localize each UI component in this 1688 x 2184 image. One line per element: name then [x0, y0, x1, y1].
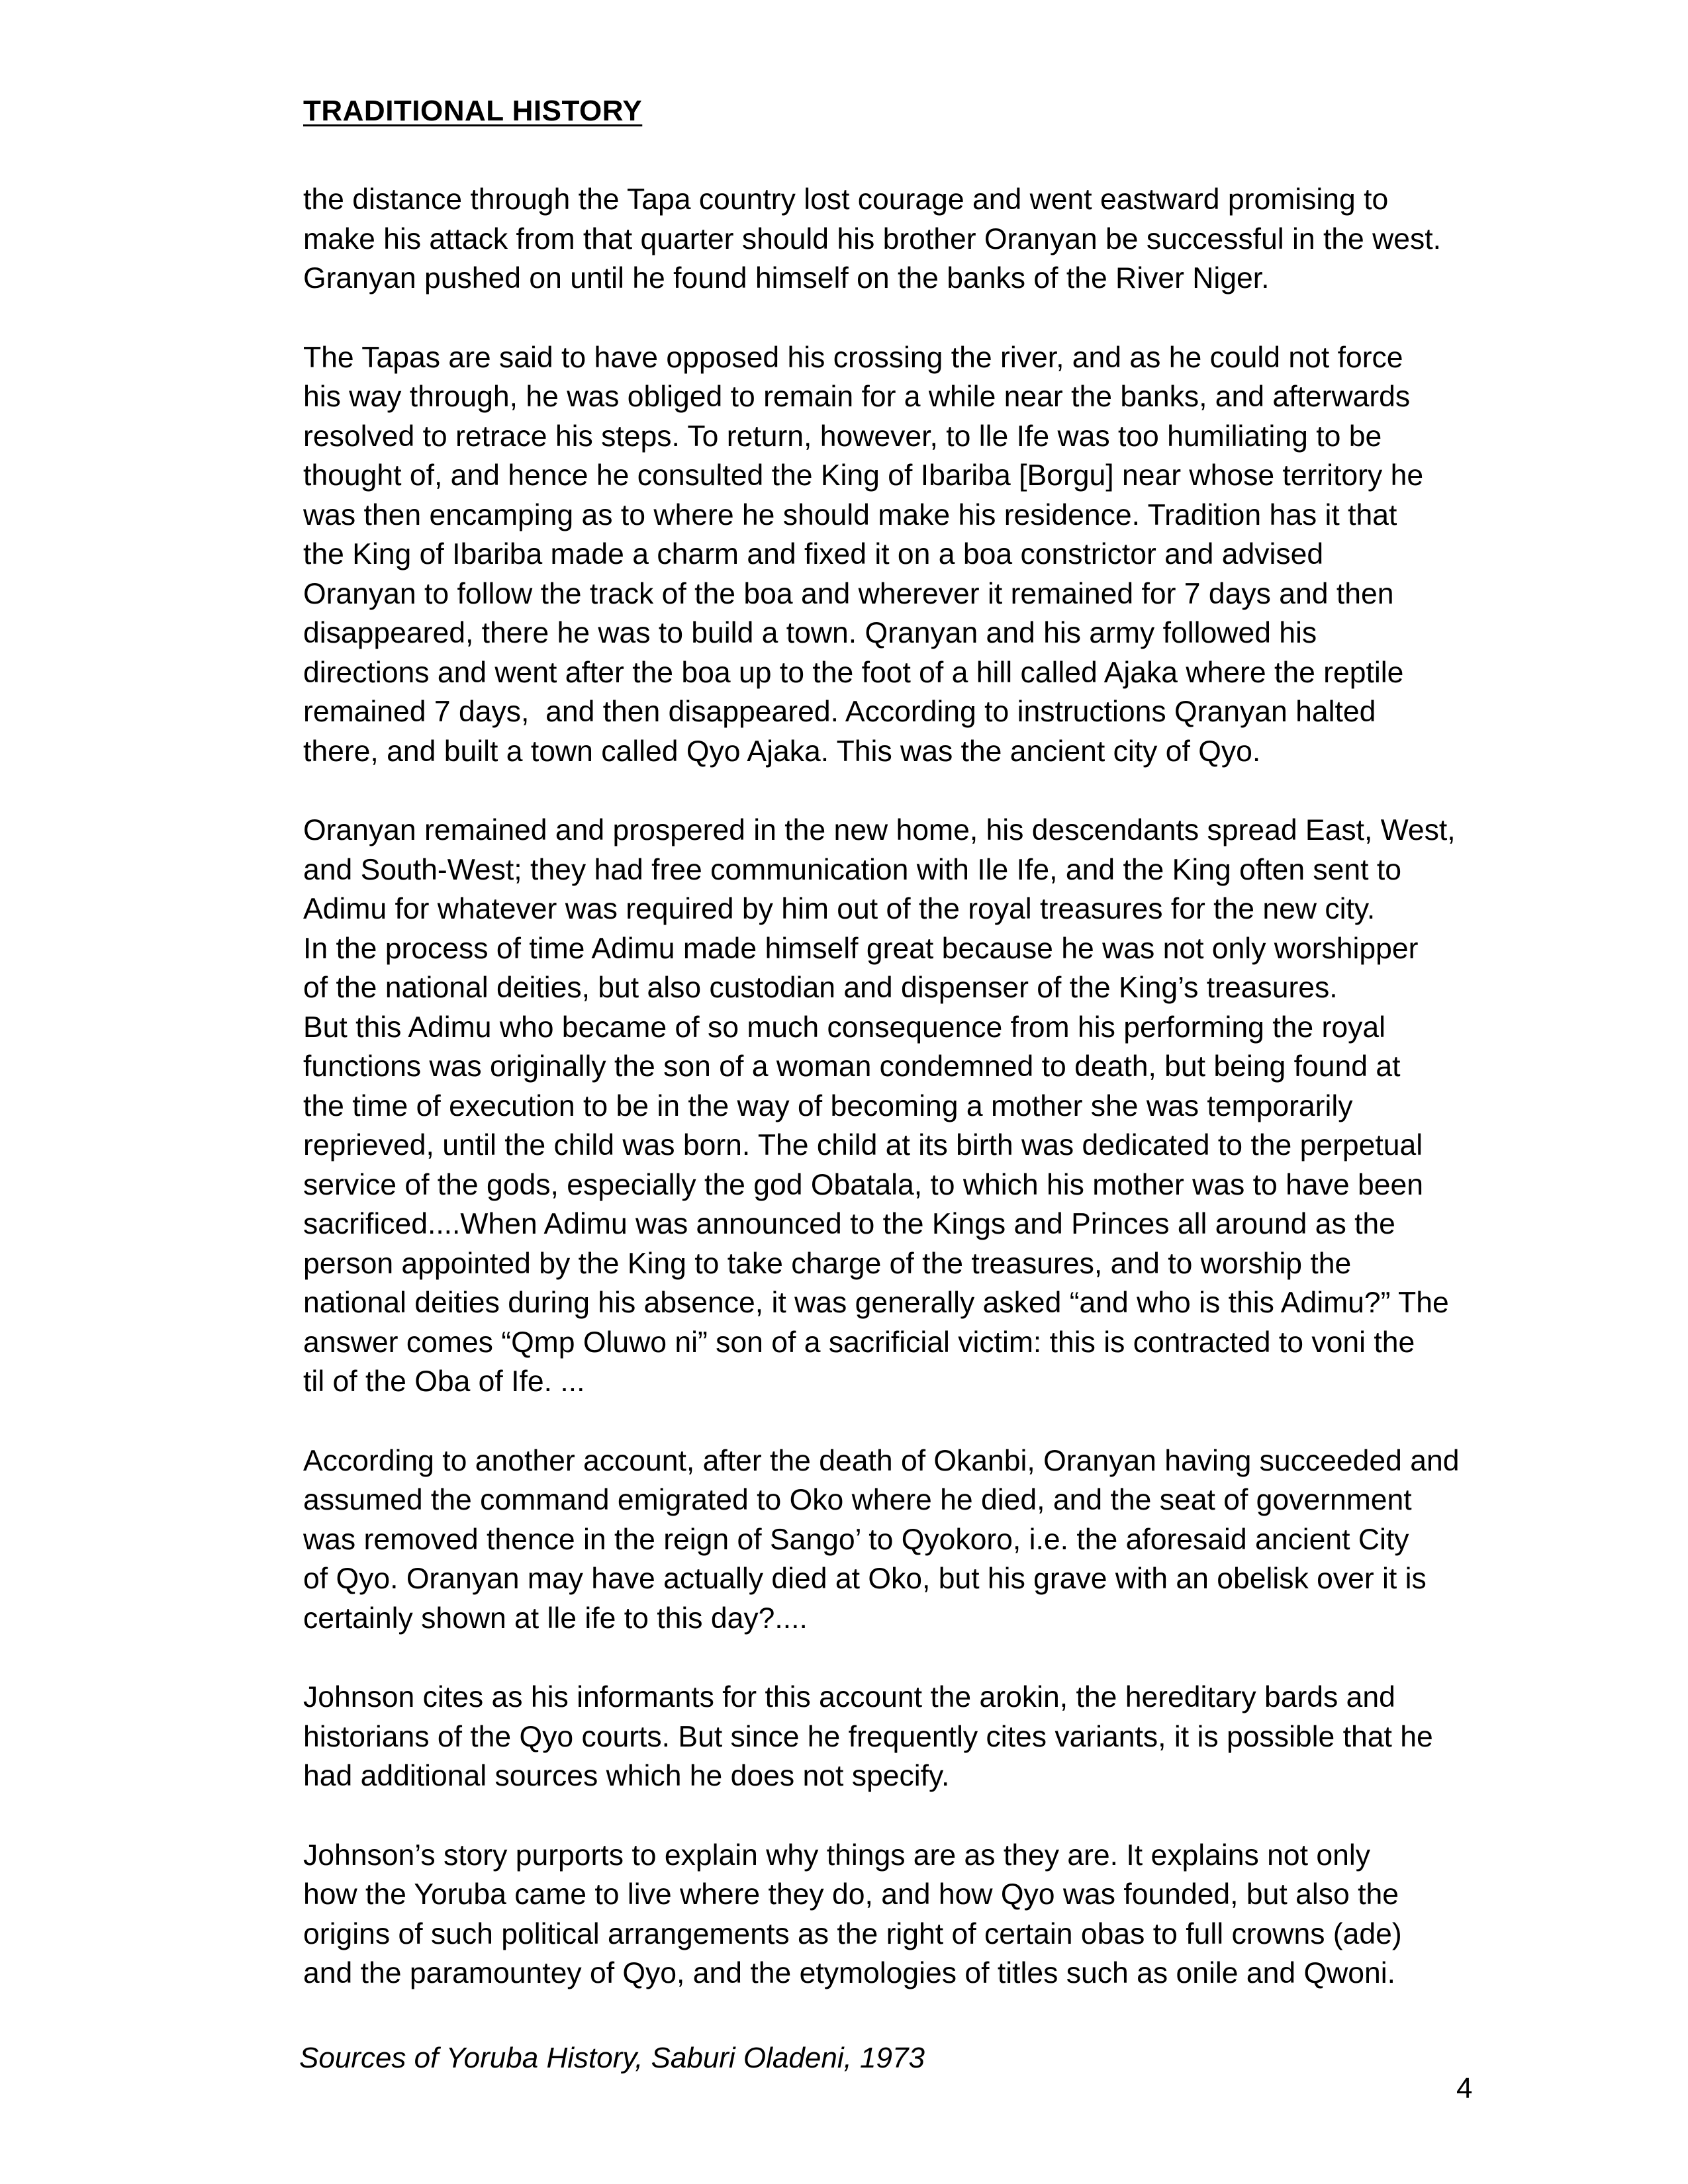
text-line: the distance through the Tapa country lost courage and went eastward promising to — [303, 183, 1389, 216]
text-line: national deities during his absence, it was generally asked “and who is this Adimu?” The — [303, 1287, 1449, 1319]
text-line: Johnson’s story purports to explain why things are as they are. It explains not only — [303, 1839, 1370, 1872]
paragraph-6 — [303, 1836, 1475, 1993]
paragraph-5 — [303, 1678, 1475, 1796]
text-line: sacrificed....When Adimu was announced to the Kings and Princes all around as the — [303, 1208, 1395, 1240]
text-line: was then encamping as to where he should make his residence. Tradition has it that — [303, 498, 1397, 531]
text-line: how the Yoruba came to live where they do, and how Qyo was founded, but also the — [303, 1878, 1399, 1911]
text-line: Granyan pushed on until he found himself on the banks of the River Niger. — [303, 262, 1270, 295]
text-line: Oranyan remained and prospered in the new home, his descendants spread East, West, — [303, 814, 1456, 846]
paragraph-1 — [303, 180, 1475, 298]
source-citation: Sources of Yoruba History, Saburi Oladeni, 1973 — [299, 2042, 925, 2074]
text-line: answer comes “Qmp Oluwo ni” son of a sacrificial victim: this is contracted to voni the — [303, 1326, 1415, 1359]
text-line: there, and built a town called Qyo Ajaka. This was the ancient city of Qyo. — [303, 735, 1261, 768]
paragraph-3 — [303, 811, 1475, 1402]
text-line: of the national deities, but also custodian and dispenser of the King’s treasures. — [303, 972, 1338, 1004]
text-line: was removed thence in the reign of Sango’ to Qyokoro, i.e. the aforesaid ancient City — [303, 1523, 1409, 1556]
text-line: his way through, he was obliged to remain for a while near the banks, and afterwards — [303, 381, 1411, 413]
text-line: functions was originally the son of a woman condemned to death, but being found at — [303, 1050, 1401, 1083]
text-line: of Qyo. Oranyan may have actually died at Oko, but his grave with an obelisk over it is — [303, 1563, 1427, 1595]
text-line: assumed the command emigrated to Oko where he died, and the seat of government — [303, 1484, 1412, 1516]
text-line: origins of such political arrangements as the right of certain obas to full crowns (ade) — [303, 1917, 1402, 1950]
text-line: certainly shown at lle ife to this day?.... — [303, 1602, 808, 1635]
text-line: person appointed by the King to take charge of the treasures, and to worship the — [303, 1247, 1352, 1280]
text-line: disappeared, there he was to build a town. Qranyan and his army followed his — [303, 617, 1317, 649]
text-line: service of the gods, especially the god Obatala, to which his mother was to have been — [303, 1168, 1423, 1201]
text-line: make his attack from that quarter should his brother Oranyan be successful in the west. — [303, 222, 1442, 255]
page-number: 4 — [1456, 2072, 1473, 2105]
text-line: remained 7 days, and then disappeared. According to instructions Qranyan halted — [303, 696, 1376, 728]
text-line: According to another account, after the death of Okanbi, Oranyan having succeeded and — [303, 1444, 1460, 1477]
text-line: directions and went after the boa up to the foot of a hill called Ajaka where the reptile — [303, 656, 1404, 689]
text-line: and the paramountey of Qyo, and the etymologies of titles such as onile and Qwoni. — [303, 1957, 1395, 1989]
paragraph-4 — [303, 1441, 1475, 1639]
text-line: the time of execution to be in the way of becoming a mother she was temporarily — [303, 1089, 1353, 1122]
text-line: In the process of time Adimu made himself great because he was not only worshipper — [303, 932, 1419, 965]
text-line: had additional sources which he does not specify. — [303, 1760, 950, 1792]
text-line: Johnson cites as his informants for this account the arokin, the hereditary bards and — [303, 1681, 1395, 1713]
text-line: reprieved, until the child was born. The child at its birth was dedicated to the perpetual — [303, 1129, 1423, 1161]
text-line: and South-West; they had free communication with Ile Ife, and the King often sent to — [303, 853, 1402, 886]
text-line: thought of, and hence he consulted the King of Ibariba [Borgu] near whose territory he — [303, 459, 1424, 492]
text-line: historians of the Qyo courts. But since he frequently cites variants, it is possible that he — [303, 1720, 1433, 1753]
text-line: resolved to retrace his steps. To return, however, to lle Ife was too humiliating to be — [303, 420, 1382, 453]
paragraph-2 — [303, 338, 1475, 772]
text-line: til of the Oba of Ife. ... — [303, 1365, 585, 1398]
text-line: The Tapas are said to have opposed his crossing the river, and as he could not force — [303, 341, 1403, 374]
text-line: Adimu for whatever was required by him out of the royal treasures for the new city. — [303, 893, 1376, 925]
text-line: But this Adimu who became of so much consequence from his performing the royal — [303, 1011, 1385, 1044]
page-heading: TRADITIONAL HISTORY — [303, 95, 643, 127]
text-line: Oranyan to follow the track of the boa and wherever it remained for 7 days and then — [303, 577, 1394, 610]
text-line: the King of Ibariba made a charm and fixed it on a boa constrictor and advised — [303, 538, 1324, 570]
document-page — [303, 93, 1475, 2033]
